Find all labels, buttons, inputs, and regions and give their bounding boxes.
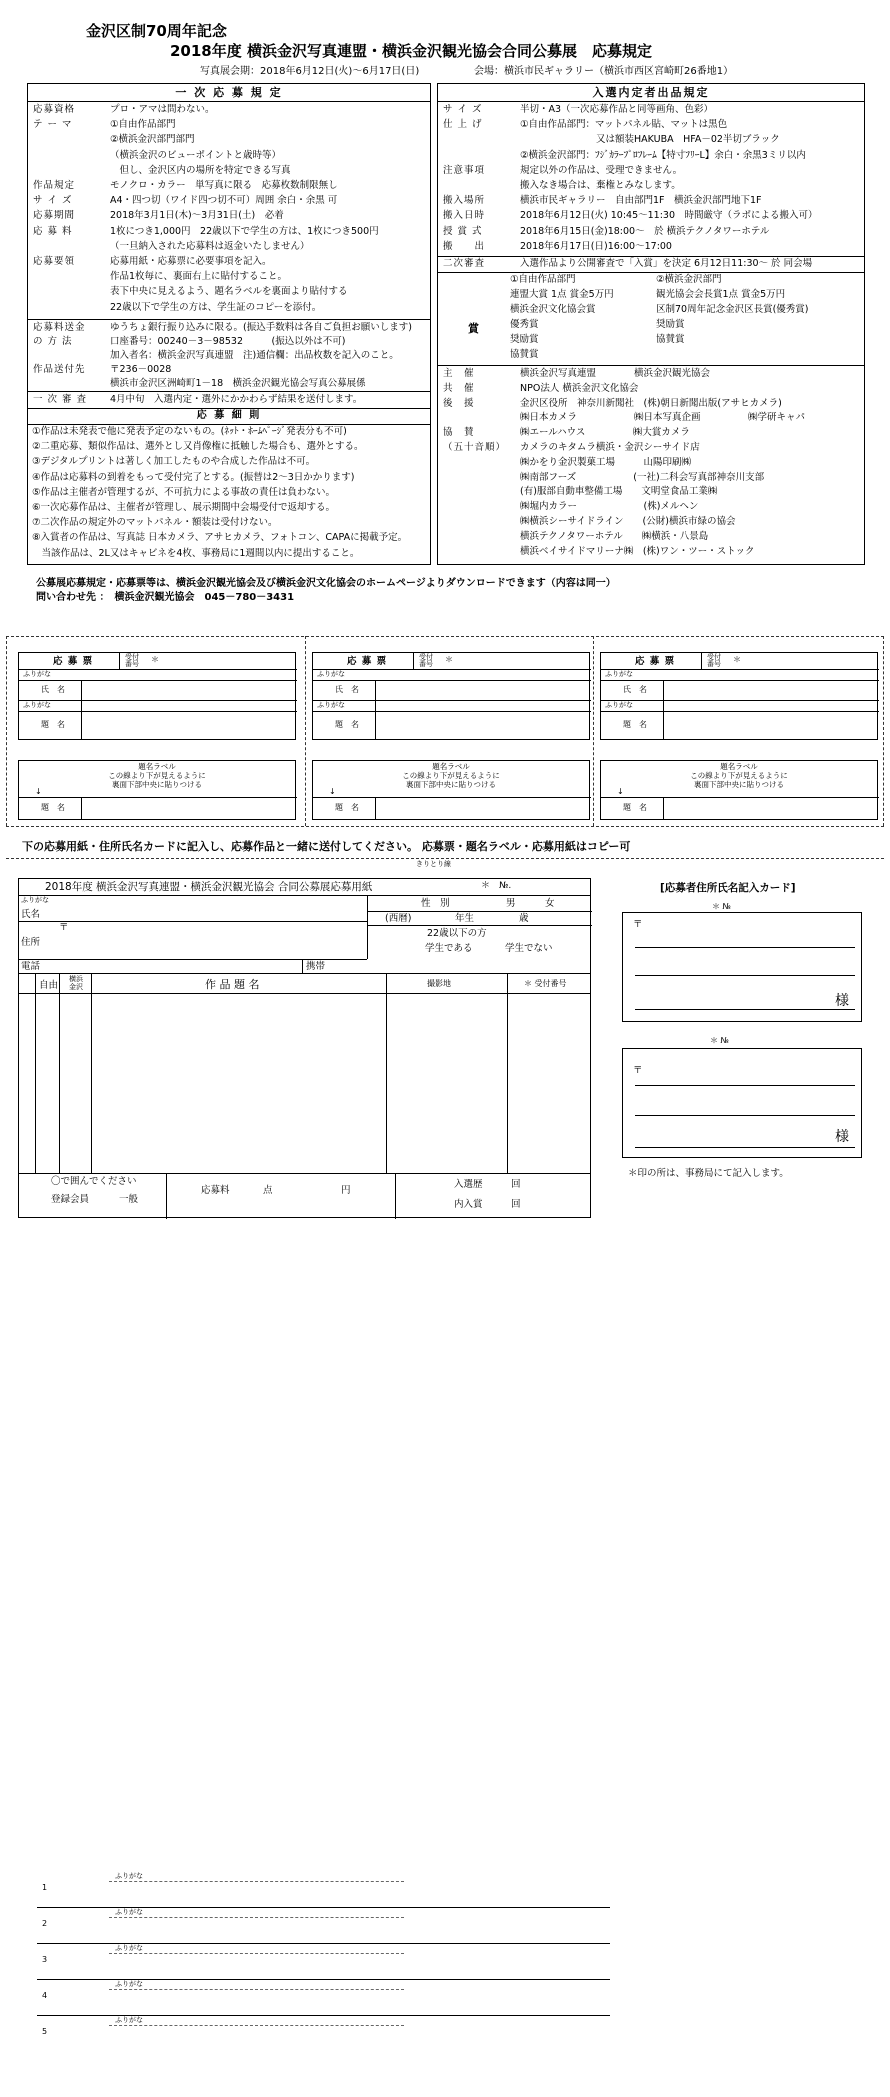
fee-label: 応募料 [201, 1185, 230, 1196]
form-male: 男 [506, 898, 516, 909]
form-mobile-label: 携帯 [306, 961, 326, 972]
prize-free-item: 連盟大賞 1点 賞金5万円 [510, 289, 614, 300]
prize-yokohama-item: ②横浜金沢部門 [656, 274, 722, 285]
selected-rule-row: 授 賞 式 2018年6月15日(金)18:00～ 於 横浜テクノタワーホテル [443, 225, 770, 237]
organizer-row: 横浜ベイサイドマリーナ㈱ (株)ワン・ツー・ストック [520, 545, 755, 557]
ticket-furigana: ふりがな [23, 670, 51, 678]
history-selected-times: 回 [511, 1179, 521, 1190]
selected-rule-row: サ イ ズ 半切・A3（一次応募作品と同等画角、色彩） [443, 104, 714, 115]
organizer-row: 共 催 NPO法人 横浜金沢文化協会 [443, 382, 639, 394]
ticket-title-label: 題 名 [335, 720, 359, 729]
title-label-card [600, 760, 878, 820]
primary-rule-row: サ イ ズ A4・四つ切（ワイド四つ切不可）周囲 余白・余黒 可 [33, 195, 338, 207]
ticket-title: 応 募 票 [635, 656, 676, 667]
selected-rule-row: 注意事項 規定以外の作品は、受理できません。 [443, 164, 683, 176]
entry-row-furigana: ふりがな [115, 1908, 143, 1916]
form-postal: 〒 [59, 922, 69, 933]
prize-yokohama-item: 協賛賞 [656, 334, 685, 345]
card-note: ＊印の所は、事務局にて記入します。 [628, 1168, 789, 1179]
ticket-furigana-2: ふりがな [605, 701, 633, 709]
form-born-year: 年生 [455, 913, 475, 924]
payment-row: 横浜市金沢区洲崎町1－18 横浜金沢観光協会写真公募展係 [110, 378, 366, 389]
organizer-row: ㈱南部フーズ (一社)二科会写真部神奈川支部 [520, 471, 765, 483]
second-review: 二次審査 入選作品より公開審査で「入賞」を決定 6月12日11:30～ 於 同会場 [443, 258, 813, 269]
organizer-row: 横浜テクノタワーホテル ㈱横浜・八景島 [520, 530, 709, 542]
form-non-student: 学生でない [505, 943, 553, 954]
primary-rule-row: 但し、金沢区内の場所を特定できる写真 [110, 164, 291, 176]
address-card-1 [622, 912, 862, 1022]
card2-number: ＊ № [710, 1036, 729, 1045]
entry-ticket [18, 652, 296, 740]
card1-number: ＊ № [712, 902, 731, 911]
title-label-card [312, 760, 590, 820]
ticket-title: 応 募 票 [53, 656, 94, 667]
prize-yokohama-item: 奨励賞 [656, 319, 685, 330]
title-label-header: 題名ラベル この線より下が見えるように 裏面下部中央に貼りつける [108, 762, 206, 789]
header-line1: 金沢区制70周年記念 [86, 22, 227, 40]
primary-rule-row: テ ー マ ①自由作品部門 [33, 119, 176, 131]
organizer-row: ㈱日本カメラ ㈱日本写真企画 ㈱学研キャパ [520, 412, 806, 424]
ticket-star: ＊ [151, 655, 159, 664]
prize-free-item: 優秀賞 [510, 319, 539, 330]
form-female: 女 [545, 898, 555, 909]
organizer-row: ㈱堀内カラー (株)メルヘン [520, 501, 699, 513]
primary-rules-title: 一 次 応 募 規 定 [175, 86, 283, 99]
detail-rule: ①作品は未発表で他に発表予定のないもの。(ﾈｯﾄ・ﾎｰﾑﾍﾟｰｼﾞ発表分も不可) [32, 426, 347, 437]
application-form [18, 878, 591, 2036]
primary-rule-row: 応募期間 2018年3月1日(木)～3月31日(土) 必着 [33, 210, 284, 222]
detail-rule: ②二重応募、類似作品は、選外とし又肖像権に抵触した場合も、選外とする。 [32, 441, 364, 453]
primary-rule-row: （横浜金沢のビューポイントと歳時等） [110, 149, 282, 161]
detail-rule: ③デジタルプリントは著しく加工したものや合成した作品は不可。 [32, 456, 316, 468]
selected-rule-row: 搬 出 2018年6月17日(日)16:00～17:00 [443, 240, 672, 252]
exhibition-venue: 会場：横浜市民ギャラリー（横浜市西区宮崎町26番地1） [474, 66, 734, 77]
entry-row-furigana: ふりがな [115, 1980, 143, 1988]
primary-rule-row: 応 募 料 1枚につき1,000円 22歳以下で学生の方は、1枚につき500円 [33, 225, 379, 237]
prize-free-item: 協賛賞 [510, 349, 539, 360]
first-review: 一 次 審 査 4月中旬 入選内定・選外にかかわらず結果を送付します。 [33, 394, 363, 405]
history-awarded: 内入賞 [454, 1199, 483, 1210]
detail-rule: ⑦二次作品の規定外のマットパネル・額装は受付けない。 [32, 517, 278, 529]
primary-rule-row: 22歳以下で学生の方は、学生証のコピーを添付。 [110, 301, 322, 313]
selected-rule-row: ②横浜金沢部門：ﾌｼﾞｶﾗｰﾌﾟﾛﾌﾚｰﾑ【特寸ﾌﾘｰL】余白・余黒3ミリ以内 [520, 149, 806, 161]
organizer-row: ㈱かをり金沢製菓工場 山陽印刷㈱ [520, 456, 692, 468]
organizer-row: (有)服部自動車整備工場 文明堂食品工業㈱ [520, 486, 718, 498]
prize-yokohama-item: 観光協会会長賞1点 賞金5万円 [656, 289, 786, 300]
form-name-label: 氏名 [21, 909, 41, 920]
address-card-2 [622, 1048, 862, 1158]
payment-row: 応募料送金 ゆうちょ銀行振り込みに限る。(振込手数料は各自ご負担お願いします) [33, 322, 412, 333]
primary-rule-row: 作品1枚毎に、裏面右上に貼付すること。 [110, 271, 288, 283]
ticket-furigana-2: ふりがな [23, 701, 51, 709]
ticket-furigana: ふりがな [605, 670, 633, 678]
general-option[interactable]: 一般 [119, 1194, 139, 1205]
primary-rule-row: ②横浜金沢部門部門 [110, 134, 195, 146]
entry-row-number: 4 [42, 1991, 48, 2000]
detail-rules-title: 応 募 細 則 [196, 410, 262, 421]
fee-yen: 円 [341, 1185, 351, 1196]
label-title-field: 題 名 [623, 803, 647, 812]
prize-yokohama-item: 区制70周年記念金沢区長賞(優秀賞) [656, 304, 809, 315]
detail-rule: ⑧入賞者の作品は、写真誌 日本カメラ、アサヒカメラ、フォトコン、CAPAに掲載予定。 [32, 532, 408, 544]
col-title: 作 品 題 名 [205, 978, 260, 991]
col-free: 自由 [39, 980, 59, 991]
arrow-down-icon: ↓ [35, 787, 42, 796]
primary-rules-box [27, 83, 431, 565]
organizer-row: ㈱横浜シーサイドライン (公財)横浜市緑の協会 [520, 516, 736, 527]
arrow-down-icon: ↓ [617, 787, 624, 796]
ticket-receipt-label: 受付 番号 [419, 653, 433, 668]
selected-rule-row: 又は額装HAKUBA HFA－02半切ブラック [520, 134, 780, 146]
instruction-text: 下の応募用紙・住所氏名カードに記入し、応募作品と一緒に送付してください。 応募票・題名ラベル・応募用紙はコピー可 [22, 840, 631, 853]
organizer-row: 協 賛 ㈱エールハウス ㈱大賞カメラ [443, 427, 690, 439]
form-number: ＊ №. [481, 881, 512, 891]
label-title-field: 題 名 [335, 803, 359, 812]
entry-row-number: 5 [42, 2027, 48, 2036]
prize-free-item: 横浜金沢文化協会賞 [510, 304, 596, 315]
detail-rule: 当該作品は、2L又はキャビネを4枚、事務局に1週間以内に提出すること。 [32, 547, 360, 559]
entry-row-furigana: ふりがな [115, 2016, 143, 2024]
form-u22: 22歳以下の方 [427, 928, 487, 939]
form-phone-label: 電話 [21, 961, 41, 972]
entry-row-number: 3 [42, 1955, 48, 1964]
fee-points: 点 [263, 1185, 273, 1196]
detail-rule: ⑥一次応募作品は、主催者が管理し、展示期間中会場受付で返却する。 [32, 502, 336, 513]
ticket-star: ＊ [445, 655, 453, 664]
prize-free-item: ①自由作品部門 [510, 274, 576, 285]
detail-rule: ⑤作品は主催者が管理するが、不可抗力による事故の責任は負わない。 [32, 486, 336, 498]
selected-rule-row: 搬入場所 横浜市民ギャラリー 自由部門1F 横浜金沢部門地下1F [443, 195, 762, 207]
primary-rule-row: 作品規定 モノクロ・カラー 単写真に限る 応募枚数制限無し [33, 180, 338, 191]
title-label-header: 題名ラベル この線より下が見えるように 裏面下部中央に貼りつける [402, 762, 500, 789]
card1-postal: 〒 [633, 919, 643, 930]
col-receipt: ＊ 受付番号 [524, 979, 567, 988]
payment-row: 加入者名：横浜金沢写真連盟 注)通信欄：出品枚数を記入のこと。 [110, 350, 399, 361]
entry-row-furigana: ふりがな [115, 1872, 143, 1880]
card2-sama: 様 [835, 1129, 849, 1145]
entry-row-number: 1 [42, 1883, 48, 1892]
selected-rule-row: 搬入日時 2018年6月12日(火) 10:45～11:30 時間厳守（ラボによる搬入可） [443, 210, 818, 222]
ticket-receipt-label: 受付 番号 [125, 653, 139, 668]
primary-rule-row: 応募要領 応募用紙・応募票に必要事項を記入。 [33, 256, 272, 267]
col-yokohama-kanazawa: 横浜 金沢 [69, 975, 83, 991]
primary-rule-row: 表下中央に見えるよう、題名ラベルを裏面より貼付する [110, 286, 348, 298]
organizer-row: 主 催 横浜金沢写真連盟 横浜金沢観光協会 [443, 368, 711, 379]
arrow-down-icon: ↓ [329, 787, 336, 796]
ticket-furigana: ふりがな [317, 670, 345, 678]
ticket-title-label: 題 名 [623, 720, 647, 729]
form-student: 学生である [425, 943, 473, 954]
page-title: 2018年度 横浜金沢写真連盟・横浜金沢観光協会合同公募展 応募規定 [170, 42, 652, 60]
card2-postal: 〒 [633, 1065, 643, 1076]
exhibition-period: 写真展会期：2018年6月12日(火)～6月17日(日) [200, 66, 420, 77]
cut-line-label: きりとり線 [416, 860, 451, 868]
organizer-row: 後 援 金沢区役所 神奈川新聞社 (株)朝日新聞出版(アサヒカメラ) [443, 397, 782, 409]
ticket-furigana-2: ふりがな [317, 701, 345, 709]
col-place: 撮影地 [427, 979, 451, 988]
form-address-label: 住所 [21, 937, 41, 948]
ticket-name-label: 氏 名 [335, 685, 359, 694]
ticket-name-label: 氏 名 [623, 685, 647, 694]
member-option[interactable]: 登録会員 [51, 1194, 90, 1205]
primary-rule-row: （一旦納入された応募料は返金いたしません） [110, 240, 310, 252]
entry-ticket [600, 652, 878, 740]
card-title: [応募者住所氏名記入カード] [660, 882, 796, 894]
primary-rule-row: 応募資格 プロ・アマは問わない。 [33, 104, 215, 115]
history-awarded-times: 回 [511, 1199, 521, 1210]
ticket-name-label: 氏 名 [41, 685, 65, 694]
detail-rule: ④作品は応募料の到着をもって受付完了とする。(振替は2～3日かかります) [32, 471, 355, 483]
prize-free-item: 奨励賞 [510, 334, 539, 345]
ticket-title: 応 募 票 [347, 656, 388, 667]
selected-rules-title: 入選内定者出品規定 [592, 86, 710, 99]
payment-row: 作品送付先 〒236－0028 [33, 364, 172, 375]
contact-info: 問い合わせ先 ： 横浜金沢観光協会 045－780－3431 [36, 592, 295, 603]
entry-row-number: 2 [42, 1919, 48, 1928]
label-title-field: 題 名 [41, 803, 65, 812]
download-notice: 公募展応募規定・応募票等は、横浜金沢観光協会及び横浜金沢文化協会のホームページよりダウンロードできます（内容は同一） [36, 578, 616, 589]
selected-rule-row: 仕 上 げ ①自由作品部門：マットパネル貼、マットは黒色 [443, 119, 728, 131]
selected-rule-row: 搬入なき場合は、棄権とみなします。 [520, 180, 681, 191]
form-age: 歳 [519, 913, 529, 924]
card1-sama: 様 [835, 993, 849, 1009]
circle-note: 〇で囲んでください [51, 1176, 137, 1187]
entry-ticket [312, 652, 590, 740]
history-selected: 入選歴 [454, 1179, 483, 1190]
form-born: (西暦) [385, 913, 412, 924]
title-label-header: 題名ラベル この線より下が見えるように 裏面下部中央に貼りつける [690, 762, 788, 789]
form-title: 2018年度 横浜金沢写真連盟・横浜金沢観光協会 合同公募展応募用紙 [45, 881, 373, 893]
ticket-star: ＊ [733, 655, 741, 664]
organizer-row: （五十音順） カメラのキタムラ横浜・金沢シーサイド店 [443, 442, 700, 453]
selected-rules-box [437, 83, 865, 565]
entry-row-furigana: ふりがな [115, 1944, 143, 1952]
prize-label: 賞 [468, 322, 479, 335]
payment-row: の 方 法 口座番号：00240－3－98532 (振込以外は不可) [33, 336, 346, 347]
form-furigana: ふりがな [21, 896, 49, 904]
form-gender: 性 別 [421, 898, 450, 909]
ticket-receipt-label: 受付 番号 [707, 653, 721, 668]
title-label-card [18, 760, 296, 820]
ticket-title-label: 題 名 [41, 720, 65, 729]
